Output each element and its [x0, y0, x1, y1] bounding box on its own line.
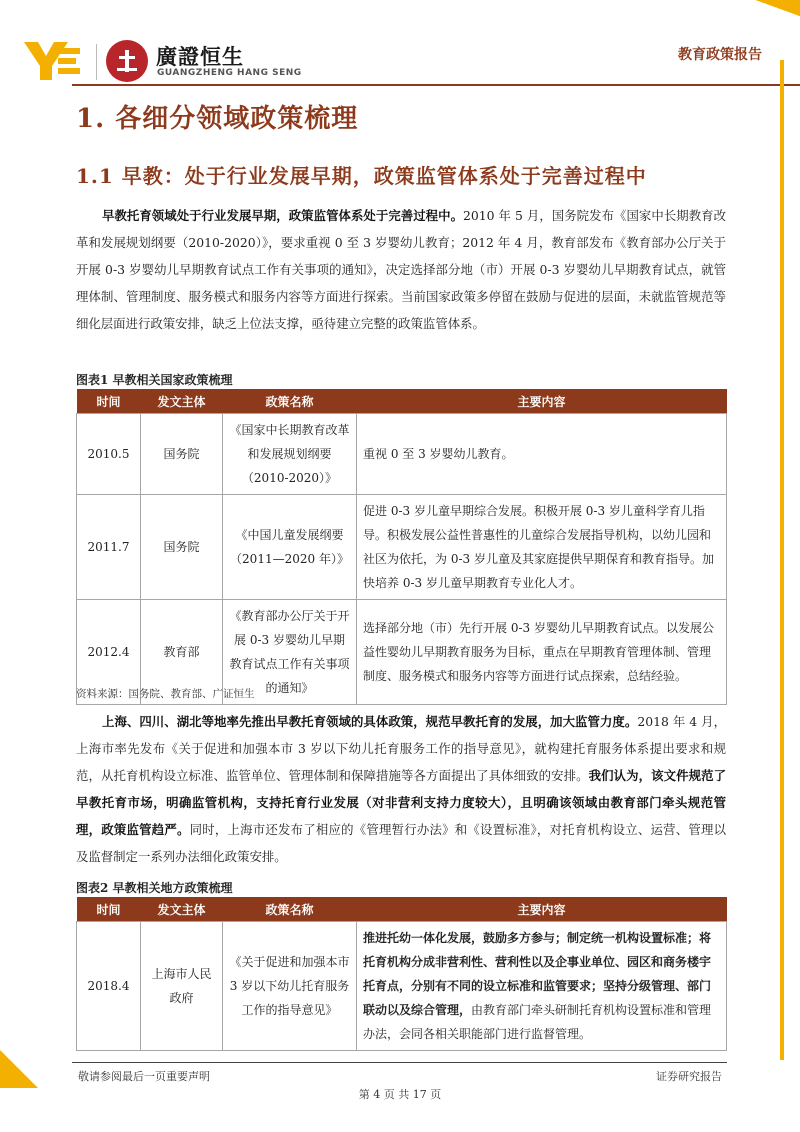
table-1-header-name: 政策名称 — [223, 389, 357, 414]
table-1-header-content: 主要内容 — [357, 389, 727, 414]
cell-issuer: 上海市人民政府 — [141, 922, 223, 1051]
yf-logo-icon — [24, 42, 80, 80]
table-2-header-name: 政策名称 — [223, 897, 357, 922]
subsection-heading: 1.1 早教：处于行业发展早期，政策监管体系处于完善过程中 — [76, 164, 647, 188]
report-type: 教育政策报告 — [678, 47, 762, 63]
paragraph-2-opinion: 我们认为，该文件规范了早教托育市场，明确监管机构，支持托育行业发展（对非营利支持力度较大），且明确该领域由教育部门牵头规范管理，政策监管趋严。 — [76, 768, 727, 837]
brand-name-en: GUANGZHENG HANG SENG — [157, 68, 302, 78]
paragraph-2-body: 2018 年 4 月，上海市率先发布《关于促进和加强本市 3 岁以下幼儿托育服务工作的指导意见》，就构建托育服务体系提出要求和规范，从托育机构设立标准、监管单位、管理体制和保障措施等各方面提出了具体细致的安排。 — [76, 714, 727, 783]
table-2-header-issuer: 发文主体 — [141, 897, 223, 922]
cell-issuer: 教育部 — [141, 600, 223, 705]
table-1 — [76, 389, 727, 705]
cell-date: 2018.4 — [77, 922, 141, 1051]
footer-rule — [72, 1062, 727, 1063]
cell-content-rest: 由教育部门牵头研制托育机构设置标准和管理办法，会同各相关职能部门进行监督管理。 — [363, 1003, 712, 1041]
page-number: 第 4 页 共 17 页 — [358, 1088, 442, 1101]
paragraph-1-body: 2010 年 5 月，国务院发布《国家中长期教育改革和发展规划纲要（2010-2020）》，要求重视 0 至 3 岁婴幼儿教育；2012 年 4 月，教育部发布《教育部办公厅关于开展 0-3 岁婴幼儿早期教育试点工作有关事项的通知》，决定选择部分地（市）开展 0-3 岁婴幼儿早期教育试点，就管理体制、管理制度、服务模式和服务内容等方面进行探索。当前国家政策多停留在鼓励与促进的层面，未就监管规范等细化层面进行政策安排，缺乏上位法支撑，亟待建立完整的政策监管体系。 — [76, 208, 727, 331]
cell-date: 2011.7 — [77, 495, 141, 600]
cell-content: 重视 0 至 3 岁婴幼儿教育。 — [357, 414, 727, 495]
cell-policy-name: 《国家中长期教育改革和发展规划纲要（2010-2020）》 — [223, 414, 357, 495]
brand-name-cn: 廣證恒生 — [156, 45, 244, 69]
paragraph-2-lead: 上海、四川、湖北等地率先推出早教托育领域的具体政策，规范早教托育的发展，加大监管力度。 — [102, 714, 638, 729]
table-1-header-date: 时间 — [77, 389, 141, 414]
table-2-header-date: 时间 — [77, 897, 141, 922]
cell-date: 2010.5 — [77, 414, 141, 495]
cell-content — [357, 922, 727, 1051]
paragraph-1 — [76, 202, 726, 337]
table-2-title: 图表2 早教相关地方政策梳理 — [76, 881, 233, 895]
guangzheng-seal-icon — [106, 40, 148, 82]
paragraph-2-tail: 同时，上海市还发布了相应的《管理暂行办法》和《设置标准》，对托育机构设立、运营、管理以及监督制定一系列办法细化政策安排。 — [76, 822, 727, 864]
paragraph-2 — [76, 708, 726, 870]
cell-date: 2012.4 — [77, 600, 141, 705]
table-2 — [76, 897, 727, 1051]
cell-policy-name: 《教育部办公厅关于开展 0-3 岁婴幼儿早期教育试点工作有关事项的通知》 — [223, 600, 357, 705]
cell-content: 促进 0-3 岁儿童早期综合发展。积极开展 0-3 岁儿童科学育儿指导。积极发展公益性普惠性的儿童综合发展指导机构，以幼儿园和社区为依托，为 0-3 岁儿童及其家庭提供早期保育和教育指导。加快培养 0-3 岁儿童早期教育专业化人才。 — [357, 495, 727, 600]
table-1-title: 图表1 早教相关国家政策梳理 — [76, 373, 233, 387]
footer-disclaimer: 敬请参阅最后一页重要声明 — [78, 1070, 210, 1083]
cell-policy-name: 《关于促进和加强本市 3 岁以下幼儿托育服务工作的指导意见》 — [223, 922, 357, 1051]
logo-divider — [96, 44, 97, 80]
header-rule — [72, 84, 800, 86]
section-heading: 1. 各细分领域政策梳理 — [76, 104, 359, 134]
cell-content: 选择部分地（市）先行开展 0-3 岁婴幼儿早期教育试点。以发展公益性婴幼儿早期教育服务为目标，重点在早期教育管理体制、管理制度、服务模式和服务内容等方面进行试点探索，总结经验。 — [357, 600, 727, 705]
paragraph-1-lead: 早教托育领域处于行业发展早期，政策监管体系处于完善过程中。 — [102, 208, 464, 223]
cell-issuer: 国务院 — [141, 414, 223, 495]
corner-decoration — [734, 0, 800, 30]
cell-issuer: 国务院 — [141, 495, 223, 600]
cell-policy-name: 《中国儿童发展纲要（2011—2020 年）》 — [223, 495, 357, 600]
table-row — [77, 414, 727, 495]
corner-decoration-bottom — [0, 1050, 38, 1088]
table-row — [77, 922, 727, 1051]
footer-report-label: 证券研究报告 — [656, 1070, 722, 1083]
cell-content-bold: 推进托幼一体化发展，鼓励多方参与；制定统一机构设置标准；将托育机构分成非营利性、营利性以及企事业单位、园区和商务楼宇托育点，分别有不同的设立标准和监管要求；坚持分级管理、部门联动以及综合管理， — [363, 931, 712, 1017]
side-bar — [780, 60, 784, 1060]
table-1-source: 资料来源：国务院、教育部、广证恒生 — [76, 688, 255, 700]
table-1-header-issuer: 发文主体 — [141, 389, 223, 414]
table-2-header-content: 主要内容 — [357, 897, 727, 922]
table-row — [77, 495, 727, 600]
